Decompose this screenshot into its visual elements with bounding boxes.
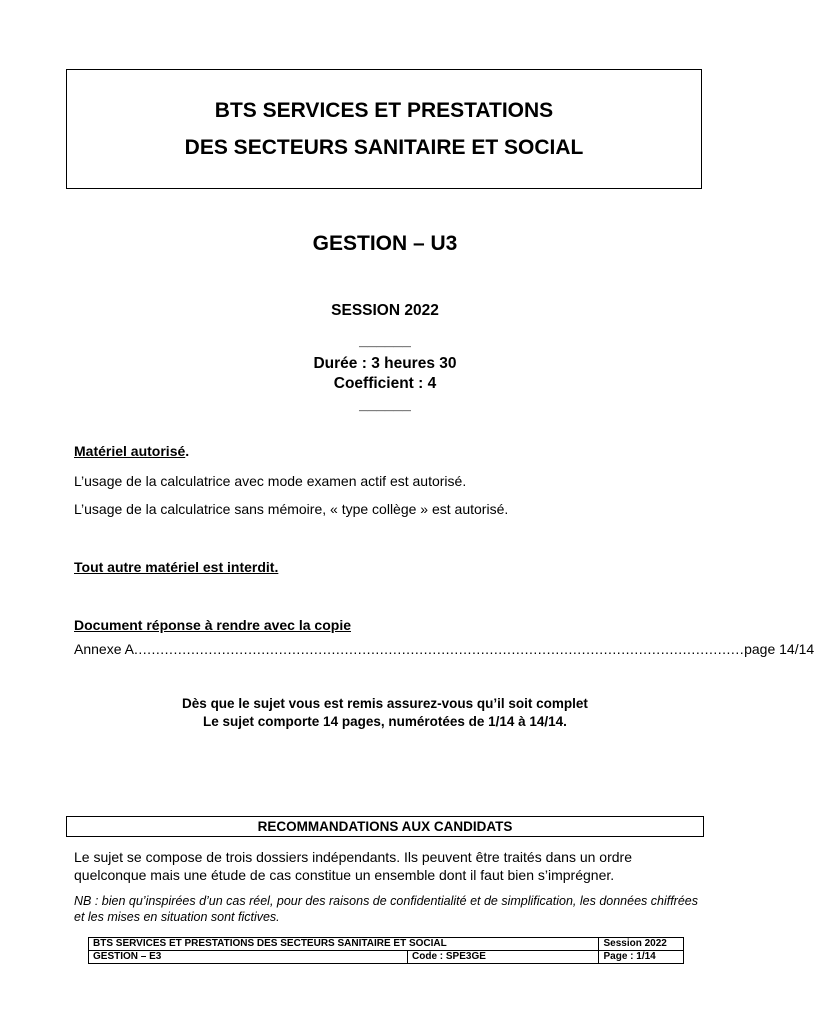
annex-dots: ........................................................................................................................................... [133, 641, 745, 657]
material-line-2: L’usage de la calculatrice sans mémoire, « type collège » est autorisé. [74, 501, 509, 517]
duration-block [0, 354, 770, 394]
recommendations-title: RECOMMANDATIONS AUX CANDIDATS [66, 816, 704, 837]
separator-bottom: ______ [359, 396, 411, 413]
footer-subject: GESTION – E3 [89, 951, 408, 964]
recommendations-text: Le sujet se compose de trois dossiers indépendants. Ils peuvent être traités dans un ordre quelconque mais une étude de cas constitue un ensemble dont il faut bien s’imprégner. [74, 849, 632, 883]
exam-subject: GESTION – U3 [312, 232, 458, 255]
notice-line-2: Le sujet comporte 14 pages, numérotées de 1/14 à 14/14. [203, 714, 567, 729]
separator-top: ______ [359, 332, 411, 349]
material-heading-suffix: . [185, 443, 190, 459]
forbidden-material: Tout autre matériel est interdit. [74, 559, 279, 575]
footer-diploma: BTS SERVICES ET PRESTATIONS DES SECTEURS SANITAIRE ET SOCIAL [89, 938, 599, 951]
exam-session: SESSION 2022 [331, 302, 439, 319]
annex-label: Annexe A [74, 641, 134, 657]
title-line-1: BTS SERVICES ET PRESTATIONS [214, 99, 554, 122]
nb-note: NB : bien qu’inspirées d’un cas réel, pour des raisons de confidentialité et de simplification, les données chiffrées et les mises en situation sont fictives. [74, 894, 698, 924]
material-heading: Matériel autorisé [74, 443, 186, 459]
title-line-2: DES SECTEURS SANITAIRE ET SOCIAL [184, 136, 584, 159]
completeness-notice [0, 695, 770, 731]
annex-line [74, 641, 814, 657]
annex-page: page 14/14 [744, 641, 814, 657]
exam-coefficient: Coefficient : 4 [333, 375, 437, 392]
footer-row-2 [89, 951, 684, 964]
footer-table [88, 937, 684, 964]
footer-page: Page : 1/14 [599, 951, 684, 964]
notice-line-1: Dès que le sujet vous est remis assurez-vous qu’il soit complet [182, 696, 588, 711]
footer-session: Session 2022 [599, 938, 684, 951]
exam-duration: Durée : 3 heures 30 [313, 355, 457, 372]
footer-code: Code : SPE3GE [408, 951, 599, 964]
material-heading-line [74, 443, 696, 459]
footer-row-1 [89, 938, 684, 951]
title-box [66, 69, 702, 189]
document-heading: Document réponse à rendre avec la copie [74, 617, 351, 633]
material-line-1: L’usage de la calculatrice avec mode examen actif est autorisé. [74, 473, 467, 489]
